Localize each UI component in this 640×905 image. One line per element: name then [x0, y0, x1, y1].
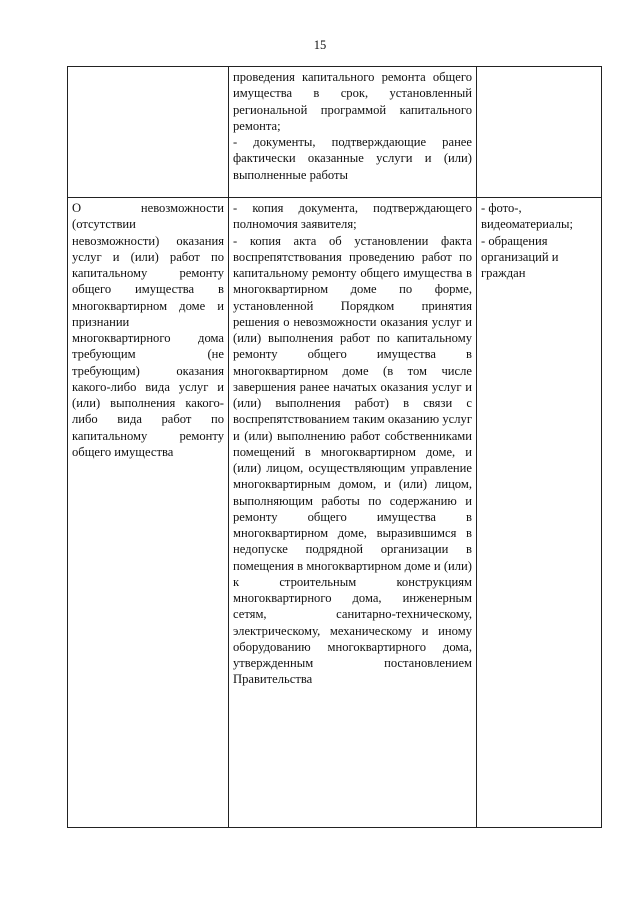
- page-number: 15: [313, 38, 327, 52]
- table-row: [68, 198, 602, 828]
- table-cell-documents: [229, 67, 477, 198]
- cell-paragraph: - копия документа, подтверждающего полномочия заявителя;: [233, 201, 472, 232]
- cell-paragraph: - фото-, видеоматериалы;: [481, 201, 573, 232]
- table-cell-subject: [68, 67, 229, 198]
- cell-paragraph: - копия акта об установлении факта воспрепятствования проведению работ по капитальному ремонту общего имущества в многоквартирном доме по форме, установленной Порядком принятия решения о невозможности оказания услуг и (или) выполнения работ по капитальному ремонту общего имущества в многоквартирном доме (в том числе завершения ранее начатых оказания услуг и (или) выполнения работ) в связи с воспрепятствованием таким оказанию услуг и (или) выполнению работ собственниками помещений в многоквартирном доме, и (или) лицом, осуществляющим управление многоквартирным домом, и (или) лицом, выполняющим работы по содержанию и ремонту общего имущества в многоквартирном доме, выразившимся в недопуске подрядной организации в помещения в многоквартирном доме и (или) к строительным конструкциям многоквартирного дома, инженерным сетям, санитарно-техническому, электрическому, механическому и иному оборудованию многоквартирного дома, утвержденным постановлением Правительства: [233, 233, 472, 687]
- table-cell-documents: [229, 198, 477, 828]
- table-row: [68, 67, 602, 198]
- cell-paragraph: проведения капитального ремонта общего имущества в срок, установленный региональной программой капитального ремонта;: [233, 70, 472, 133]
- cell-paragraph: О невозможности (отсутствии невозможности) оказания услуг и (или) работ по капитальному ремонту общего имущества в многоквартирном доме и признании многоквартирного дома требующим (не требующим) оказания какого-либо вида услуг и (или) выполнения какого-либо вида работ по капитальному ремонту общего имущества: [72, 201, 224, 459]
- cell-paragraph: - обращения организаций и граждан: [481, 233, 559, 280]
- table-cell-materials: [477, 67, 602, 198]
- cell-paragraph: - документы, подтверждающие ранее фактически оказанные услуги и (или) выполненные работы: [233, 135, 472, 182]
- table-cell-subject: [68, 198, 229, 828]
- table-cell-materials: [477, 198, 602, 828]
- requirements-table: [67, 66, 602, 828]
